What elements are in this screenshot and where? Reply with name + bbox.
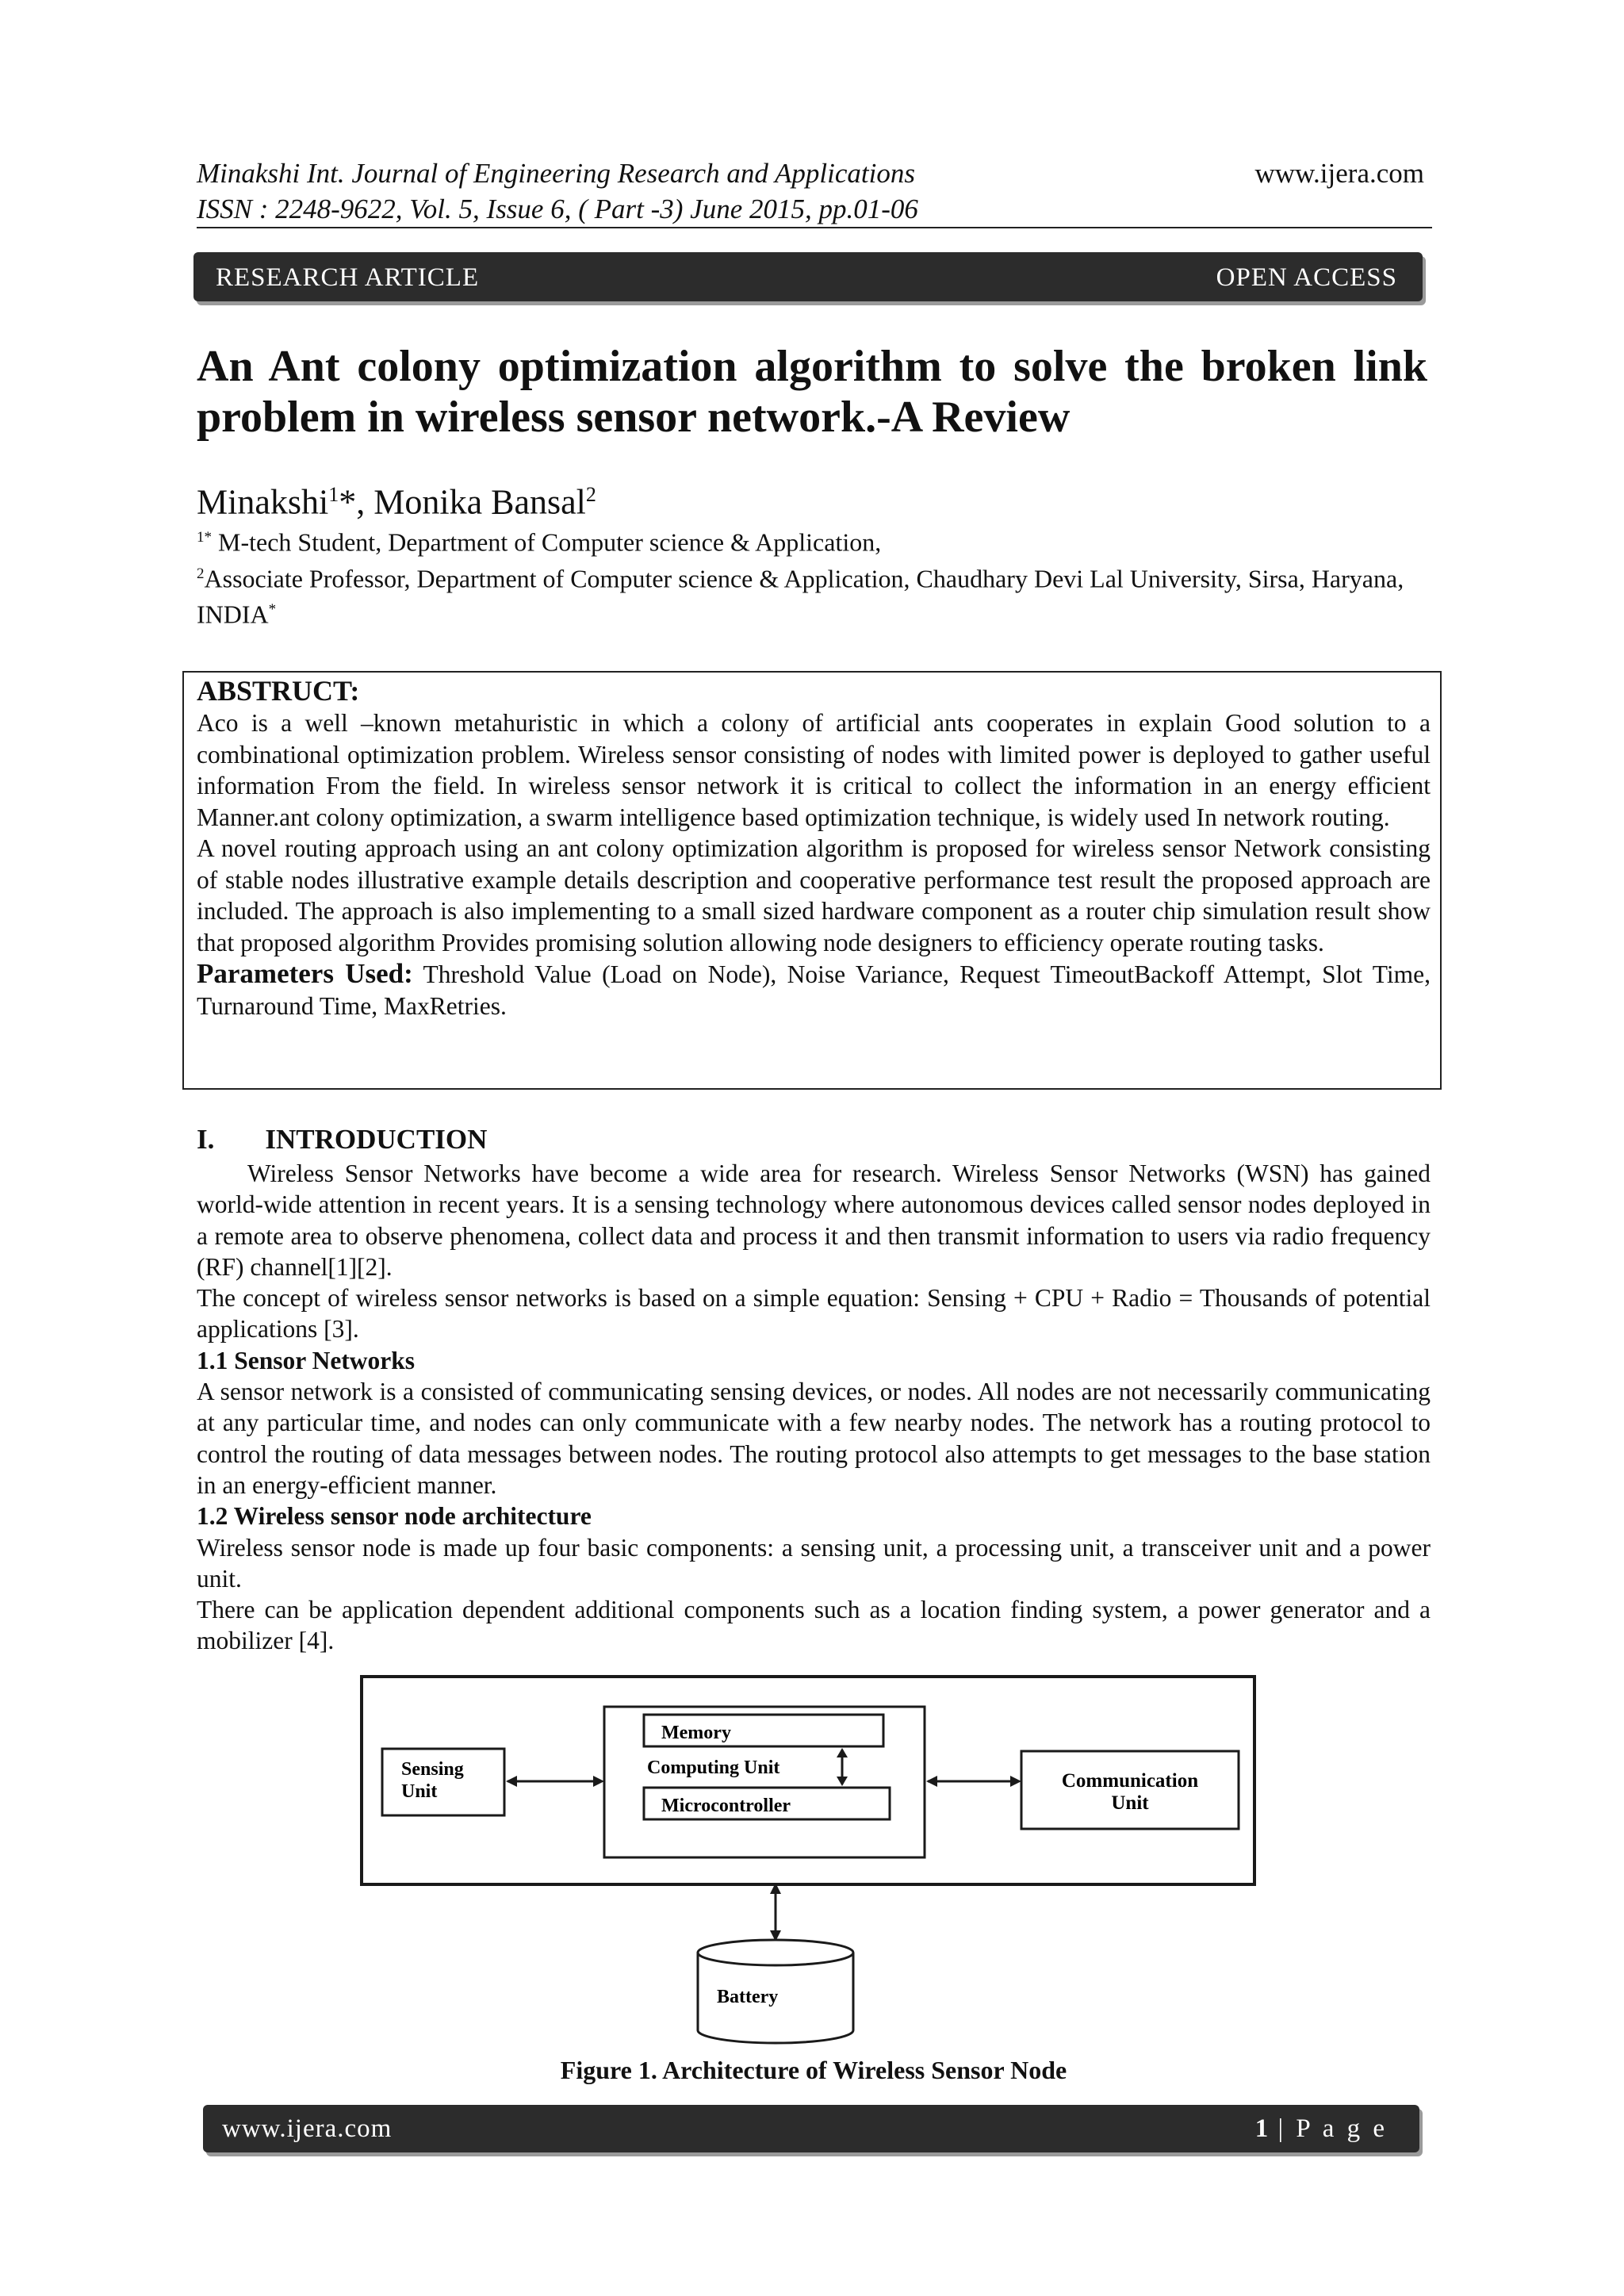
page-number: 1 [1254, 2114, 1269, 2143]
body-paragraph: There can be application dependent additional components such as a location finding system, a power generator and a mobilizer [4]. [197, 1596, 1431, 1655]
page-indicator [1255, 2114, 1388, 2144]
author-1-affil-sup: 1 [328, 483, 339, 506]
author-2-affil-sup: 2 [585, 483, 596, 506]
page-label: | P a g e [1268, 2114, 1388, 2143]
arrowhead-icon [1010, 1776, 1021, 1787]
parameters-text: Threshold Value (Load on Node), Noise Variance, Request TimeoutBackoff Attempt, Slot Time, Turnaround Time, MaxRetries. [197, 960, 1431, 1020]
journal-line: Minakshi Int. Journal of Engineering Research and Applications [197, 158, 915, 189]
abstract-paragraph: A novel routing approach using an ant colony optimization algorithm is proposed for wireless sensor Network consisting of stable nodes illustrative example details description and cooperative performance test result the proposed approach are included. The approach is also implementing to a small sized hardware component as a router chip simulation result show that proposed algorithm Provides promising solution allowing node designers to efficiency operate routing tasks. [197, 834, 1431, 956]
figure-caption: Figure 1. Architecture of Wireless Sensor Node [560, 2056, 1067, 2084]
section-title: INTRODUCTION [265, 1124, 488, 1155]
arrowhead-icon [837, 1748, 848, 1757]
communication-unit-label: Communication [1061, 1770, 1199, 1792]
architecture-diagram [355, 1673, 1259, 2046]
abstract [197, 674, 1431, 1022]
affiliation-1: $^{1*}$ M-tech Student, Department of Computer science & Application, [197, 527, 882, 557]
affiliation-2-mark: * [268, 601, 277, 619]
body-paragraph: The concept of wireless sensor networks is based on a simple equation: Sensing + CPU + Radio = Thousands of potential applications [3]. [197, 1284, 1431, 1343]
arrowhead-icon [593, 1776, 604, 1787]
section-heading [197, 1121, 1431, 1158]
communication-unit-label: Unit [1111, 1792, 1149, 1814]
introduction-section [197, 1121, 1431, 1657]
subsection-heading: 1.1 Sensor Networks [197, 1346, 416, 1374]
footer-bar [203, 2105, 1419, 2152]
affiliation-2-sup: 2 [197, 565, 205, 582]
subsection-heading: 1.2 Wireless sensor node architecture [197, 1502, 592, 1531]
arrowhead-icon [506, 1776, 517, 1787]
arrowhead-icon [926, 1776, 937, 1787]
open-access-label: OPEN ACCESS [1216, 263, 1397, 292]
battery-top [698, 1940, 853, 1965]
author-separator: , [356, 482, 374, 522]
body-paragraph: A sensor network is a consisted of communicating sensing devices, or nodes. All nodes are not necessarily communicating at any particular time, and nodes can only communicate with a few nearby nodes. The network has a routing protocol to control the routing of data messages between nodes. The routing protocol also attempts to get messages to the base station in an energy-efficient manner. [197, 1378, 1431, 1499]
computing-unit-box [604, 1707, 925, 1857]
section-number: I. [197, 1124, 215, 1155]
affiliation-2: $^2$Associate Professor, Department of Computer science & Application, Chaudhary Devi Lal University, Sirsa, Haryana, INDIA* [197, 564, 1404, 629]
affiliation-1-sup: 1* [197, 529, 212, 546]
abstract-paragraph: Aco is a well –known metahuristic in which a colony of artificial ants cooperates in explain Good solution to a combinational optimization problem. Wireless sensor consisting of nodes with limited power is deployed to gather useful information From the field. In wireless sensor network it is critical to collect the information in an energy efficient Manner.ant colony optimization, a swarm intelligence based optimization technique, is widely used In network routing. [197, 709, 1431, 831]
body-paragraph: Wireless sensor node is made up four basic components: a sensing unit, a processing unit, a transceiver unit and a power unit. [197, 1533, 1431, 1593]
author-2: Monika Bansal [373, 482, 586, 522]
header-website: www.ijera.com [1254, 158, 1424, 189]
sensing-unit-label: Unit [401, 1781, 438, 1802]
article-type-bar [193, 252, 1423, 301]
author-1-corresponding-mark: * [339, 482, 357, 522]
body-paragraph: Wireless Sensor Networks have become a wide area for research. Wireless Sensor Networks (WSN) has gained world-wide attention in recent years. It is a sensing technology where autonomous devices called sensor nodes deployed in a remote area to observe phenomena, collect data and process it and then transmit information to users via radio frequency (RF) channel[1][2]. [197, 1159, 1431, 1281]
research-article-label: RESEARCH ARTICLE [216, 263, 480, 292]
affiliations [197, 522, 1434, 631]
memory-label: Memory [661, 1723, 731, 1743]
abstract-heading: ABSTRUCT: [197, 675, 360, 707]
footer-website: www.ijera.com [222, 2114, 393, 2143]
battery-label: Battery [717, 1987, 779, 2007]
running-header [197, 155, 918, 227]
arrowhead-icon [837, 1777, 848, 1786]
paper-title: An Ant colony optimization algorithm to solve the broken link problem in wireless sensor network.-A Review [197, 342, 1427, 442]
parameters-used [197, 958, 1431, 1022]
microcontroller-label: Microcontroller [661, 1796, 791, 1816]
author-list [197, 474, 596, 523]
header-rule [197, 227, 1432, 228]
issn-line: ISSN : 2248-9622, Vol. 5, Issue 6, ( Part -3) June 2015, pp.01-06 [197, 194, 918, 224]
parameters-label: Parameters Used: [197, 958, 413, 989]
sensing-unit-label: Sensing [401, 1759, 464, 1780]
author-1: Minakshi [197, 482, 329, 522]
computing-unit-label: Computing Unit [647, 1757, 780, 1778]
